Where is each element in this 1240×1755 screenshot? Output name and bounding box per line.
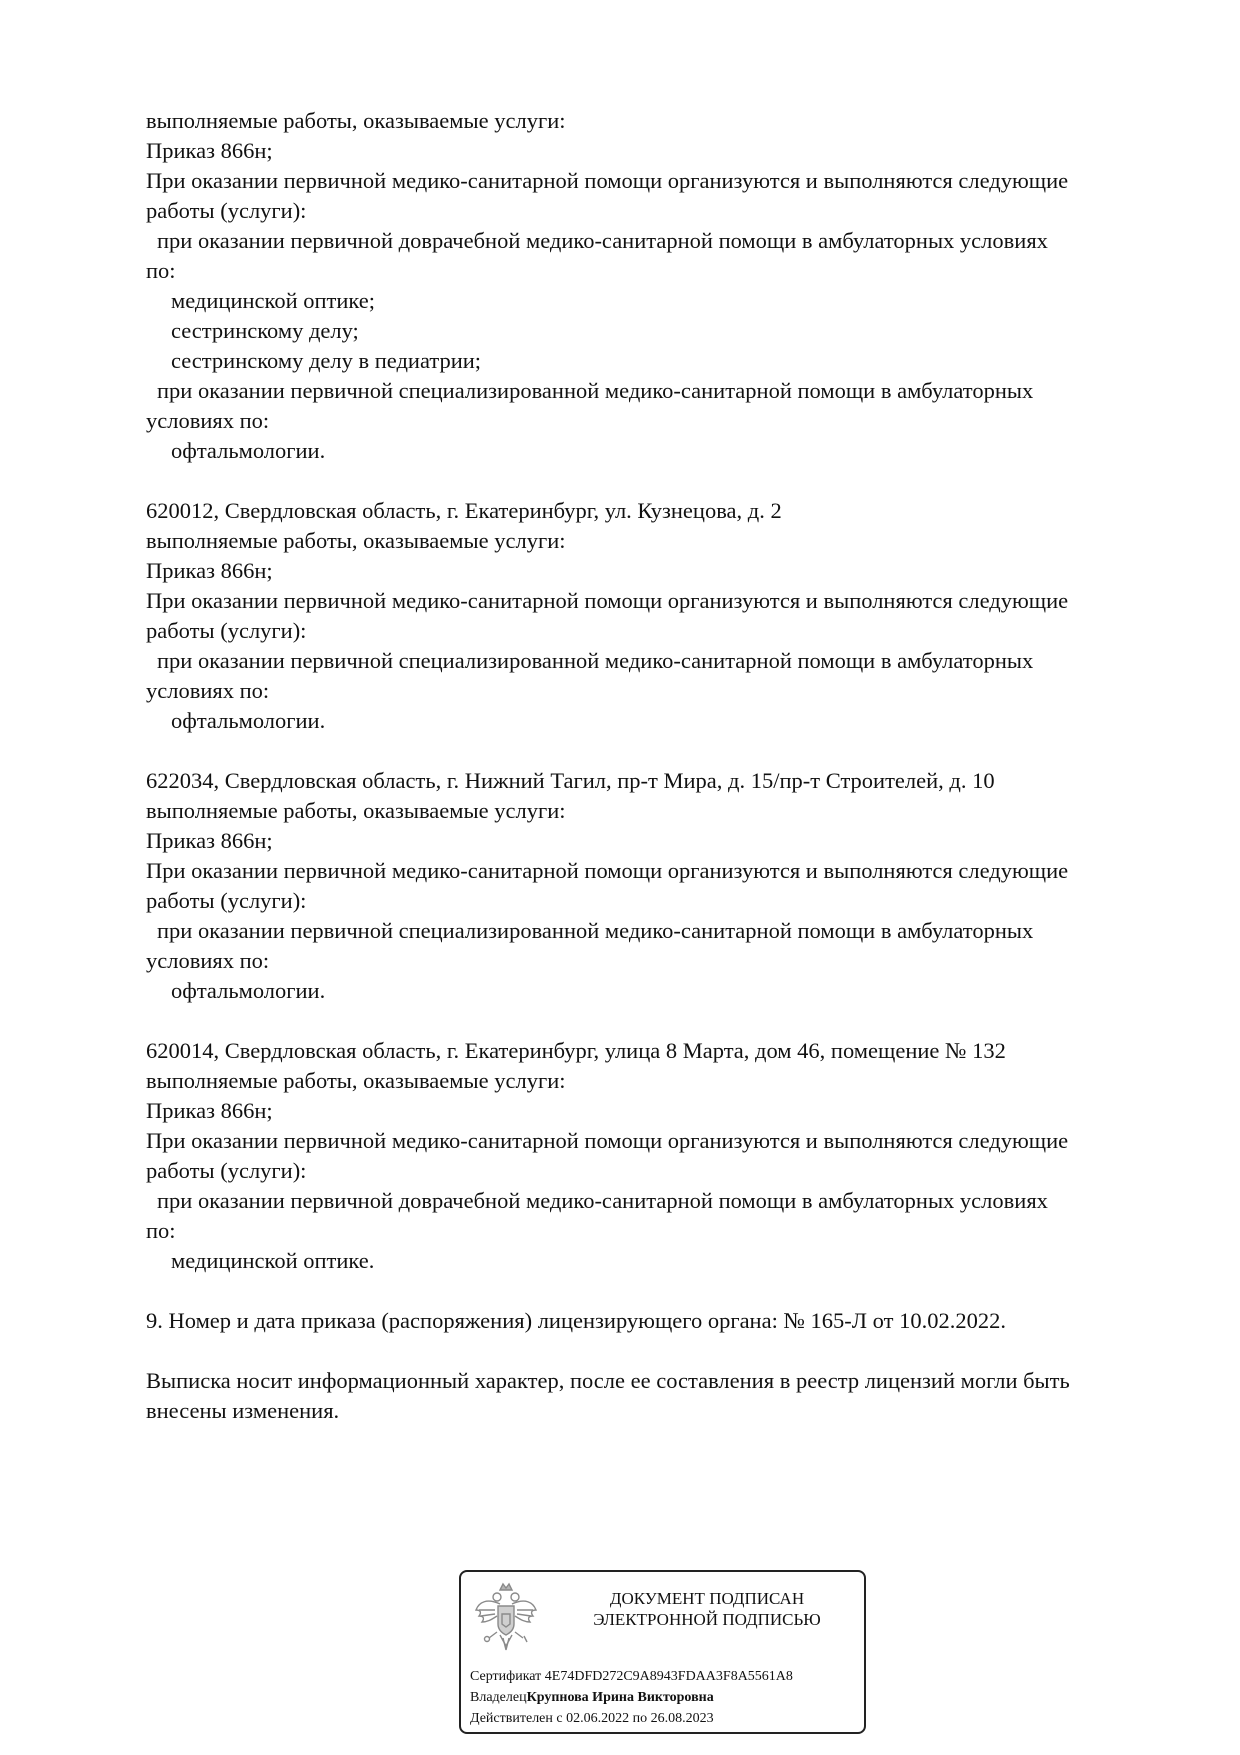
signature-stamp: [459, 1570, 866, 1734]
owner-name: Крупнова Ирина Викторовна: [526, 1690, 714, 1705]
list-item: офтальмологии.: [171, 978, 326, 1003]
certificate-value: 4E74DFD272C9A8943FDAA3F8A5561A8: [544, 1669, 793, 1684]
paragraph-gap: [146, 736, 1166, 766]
text-line: При оказании первичной медико-санитарной помощи организуются и выполняются следующие: [146, 858, 1069, 883]
text-line: Приказ 866н;: [146, 1098, 273, 1123]
coat-of-arms-icon: [473, 1580, 539, 1656]
text-line: работы (услуги):: [146, 198, 307, 223]
text-line: условиях по:: [146, 678, 270, 703]
text-line: При оказании первичной медико-санитарной помощи организуются и выполняются следующие: [146, 1128, 1069, 1153]
text-line: по:: [146, 1218, 176, 1243]
owner-label: Владелец: [470, 1690, 527, 1705]
text-line: при оказании первичной специализированной медико-санитарной помощи в амбулаторных: [157, 648, 1034, 673]
owner-row: [470, 1687, 793, 1708]
text-line: выполняемые работы, оказываемые услуги:: [146, 798, 566, 823]
paragraph-gap: [146, 1006, 1166, 1036]
disclaimer-line: внесены изменения.: [146, 1398, 340, 1423]
text-line: Приказ 866н;: [146, 558, 273, 583]
validity-row: Действителен с 02.06.2022 по 26.08.2023: [470, 1711, 714, 1726]
address-line: 620012, Свердловская область, г. Екатеринбург, ул. Кузнецова, д. 2: [146, 498, 782, 523]
text-line: При оказании первичной медико-санитарной помощи организуются и выполняются следующие: [146, 588, 1069, 613]
document-body: [146, 106, 1166, 1426]
text-line: при оказании первичной доврачебной медико-санитарной помощи в амбулаторных условиях: [157, 1188, 1048, 1213]
list-item: офтальмологии.: [171, 708, 326, 733]
list-item: медицинской оптике.: [171, 1248, 375, 1273]
text-line: условиях по:: [146, 408, 270, 433]
paragraph-gap: [146, 1336, 1166, 1366]
text-line: работы (услуги):: [146, 1158, 307, 1183]
stamp-info: [470, 1666, 793, 1729]
license-order-line: 9. Номер и дата приказа (распоряжения) лицензирующего органа: № 165-Л от 10.02.2022.: [146, 1308, 1006, 1333]
text-line: по:: [146, 258, 176, 283]
list-item: офтальмологии.: [171, 438, 326, 463]
text-line: при оказании первичной доврачебной медико-санитарной помощи в амбулаторных условиях: [157, 228, 1048, 253]
text-line: выполняемые работы, оказываемые услуги:: [146, 1068, 566, 1093]
stamp-title-line-1: ДОКУМЕНТ ПОДПИСАН: [609, 1589, 805, 1608]
stamp-title: [557, 1588, 857, 1630]
disclaimer-line: Выписка носит информационный характер, после ее составления в реестр лицензий могли быть: [146, 1368, 1070, 1393]
certificate-row: [470, 1666, 793, 1687]
text-line: при оказании первичной специализированной медико-санитарной помощи в амбулаторных: [157, 378, 1034, 403]
paragraph-gap: [146, 466, 1166, 496]
text-line: при оказании первичной специализированной медико-санитарной помощи в амбулаторных: [157, 918, 1034, 943]
certificate-label: Сертификат: [470, 1669, 542, 1684]
text-line: выполняемые работы, оказываемые услуги:: [146, 528, 566, 553]
text-line: работы (услуги):: [146, 888, 307, 913]
text-line: Приказ 866н;: [146, 828, 273, 853]
text-line: Приказ 866н;: [146, 138, 273, 163]
text-line: работы (услуги):: [146, 618, 307, 643]
paragraph-gap: [146, 1276, 1166, 1306]
list-item: сестринскому делу;: [171, 318, 359, 343]
address-line: 622034, Свердловская область, г. Нижний Тагил, пр-т Мира, д. 15/пр-т Строителей, д. 10: [146, 768, 995, 793]
list-item: медицинской оптике;: [171, 288, 376, 313]
stamp-title-line-2: ЭЛЕКТРОННОЙ ПОДПИСЬЮ: [593, 1610, 821, 1629]
list-item: сестринскому делу в педиатрии;: [171, 348, 482, 373]
text-line: выполняемые работы, оказываемые услуги:: [146, 108, 566, 133]
text-line: При оказании первичной медико-санитарной помощи организуются и выполняются следующие: [146, 168, 1069, 193]
text-line: условиях по:: [146, 948, 270, 973]
address-line: 620014, Свердловская область, г. Екатеринбург, улица 8 Марта, дом 46, помещение № 132: [146, 1038, 1006, 1063]
